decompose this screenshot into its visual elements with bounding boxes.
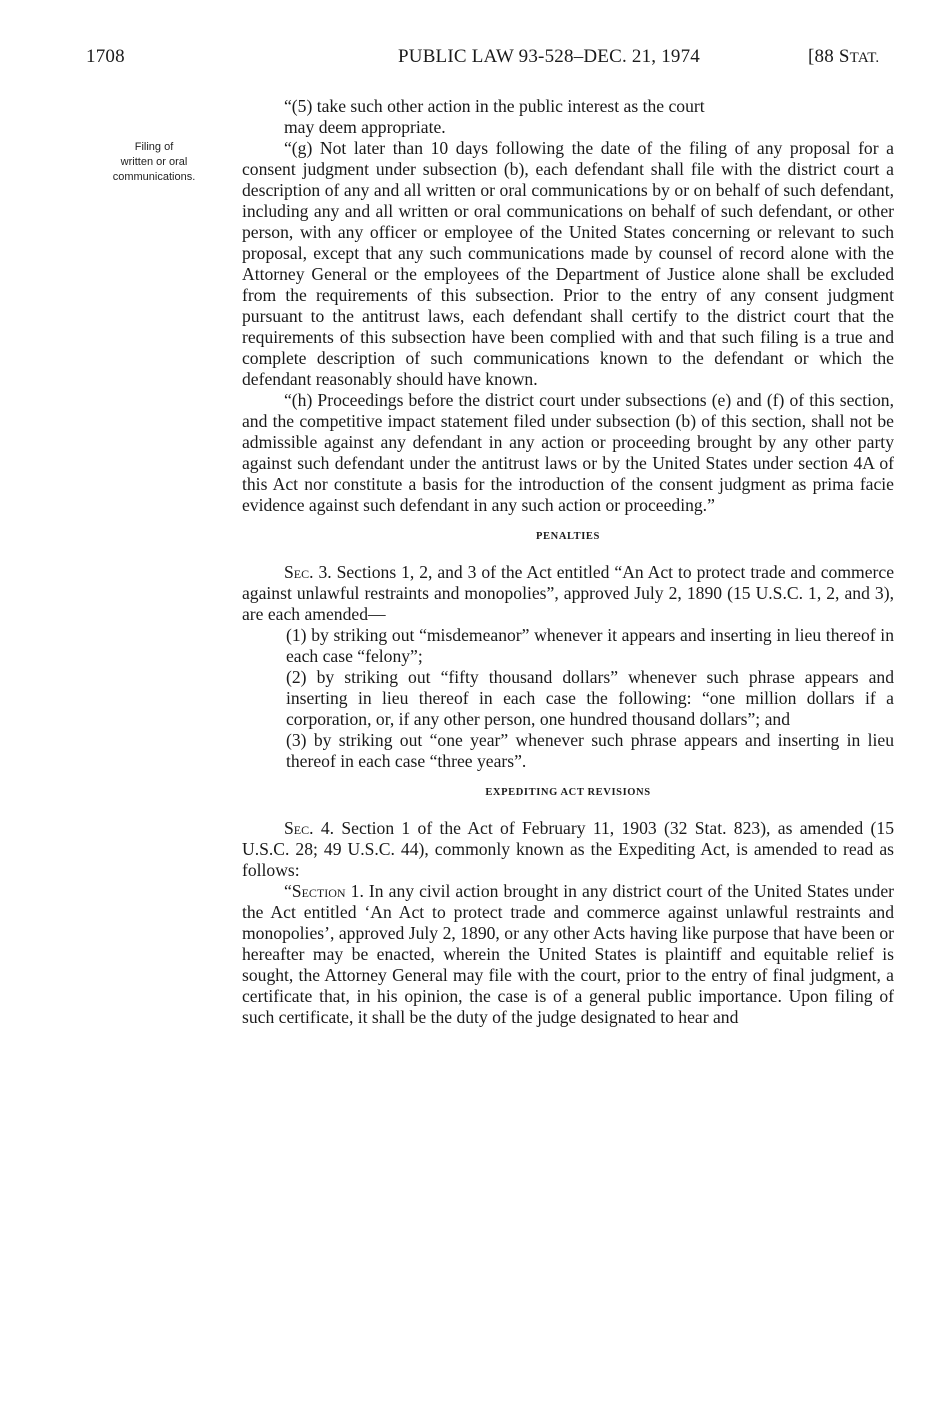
section-3	[242, 562, 894, 625]
expediting-section-1-text: 1. In any civil action brought in any district court of the United States under the Act entitled ‘An Act to protect trade and commerce against unlawful restraints and monopolies’, approved July 2, 1890, or any other Acts having like purpose that have been or hereafter may be enacted, wherein the United States is plaintiff and equitable relief is sought, the Attorney General may file with the court, prior to the entry of final judgment, a certificate that, in his opinion, the case is of a general public importance. Upon filing of such certificate, it shall be the duty of the judge designated to hear and	[242, 881, 894, 1027]
heading-penalties: PENALTIES	[536, 531, 600, 542]
page-number: 1708	[86, 46, 125, 67]
section-4	[242, 818, 894, 881]
section-3-label: Sec.	[284, 562, 314, 582]
body-text	[242, 96, 894, 1028]
section-3-text: 3. Sections 1, 2, and 3 of the Act entitled “An Act to protect trade and commerce against unlawful restraints and monopolies”, approved July 2, 1890 (15 U.S.C. 1, 2, and 3), are each amended—	[242, 562, 894, 624]
amendment-item-1: (1) by striking out “misdemeanor” whenever it appears and inserting in lieu thereof in each case “felony”;	[286, 625, 894, 666]
statute-prefix: [88 S	[808, 46, 850, 67]
paragraph-5-line2: may deem appropriate.	[284, 117, 446, 137]
subsection-g: “(g) Not later than 10 days following the date of the filing of any proposal for a consent judgment under subsection (b), each defendant shall file with the district court a description of any and all written or oral communications by or on behalf of such defendant, including any and all written or oral communications on behalf of such defendant, or other person, with any officer or employee of the United States concerning or relevant to such proposal, except that any such communications made by counsel of record alone with the Attorney General or the employees of the Department of Justice alone shall be excluded from the requirements of this subsection. Prior to the entry of any consent judgment pursuant to the antitrust laws, each defendant shall certify to the district court that the requirements of this subsection have been complied with and that such filing is a true and complete description of such communications known to the defendant or which the defendant reasonably should have known.	[242, 138, 894, 389]
statute-reference	[808, 46, 879, 69]
paragraph-5-line1: “(5) take such other action in the public interest as the court	[284, 96, 705, 116]
margin-note-line: written or oral	[120, 156, 188, 168]
amendment-item-2: (2) by striking out “fifty thousand dollars” whenever such phrase appears and inserting in lieu thereof in each case the following: “one million dollars if a corporation, or, if any other person, one hundred thousand dollars”; and	[286, 667, 894, 729]
section-4-text: 4. Section 1 of the Act of February 11, 1903 (32 Stat. 823), as amended (15 U.S.C. 28; 49 U.S.C. 44), commonly known as the Expediting Act, is amended to read as follows:	[242, 818, 894, 880]
amendment-item-3: (3) by striking out “one year” whenever such phrase appears and inserting in lieu thereof in each case “three years”.	[286, 730, 894, 771]
subsection-h: “(h) Proceedings before the district court under subsections (e) and (f) of this section, and the competitive impact statement filed under subsection (b) of this section, shall not be admissible against any defendant in any action or proceeding brought by any other party against such defendant under the antitrust laws or by the United States under section 4A of this Act nor constitute a basis for the introduction of the consent judgment as prima facie evidence against such defendant in any such action or proceeding.”	[242, 390, 894, 515]
section-4-label: Sec.	[284, 818, 314, 838]
running-title: PUBLIC LAW 93-528–DEC. 21, 1974	[398, 46, 700, 67]
statute-suffix: TAT.	[849, 50, 880, 66]
margin-note	[92, 140, 216, 185]
expediting-section-1-label: “Section	[284, 881, 346, 901]
expediting-section-1	[242, 881, 894, 1028]
heading-expediting-act: EXPEDITING ACT REVISIONS	[485, 787, 651, 798]
margin-note-line: communications.	[112, 171, 196, 183]
margin-note-line: Filing of	[134, 141, 174, 153]
